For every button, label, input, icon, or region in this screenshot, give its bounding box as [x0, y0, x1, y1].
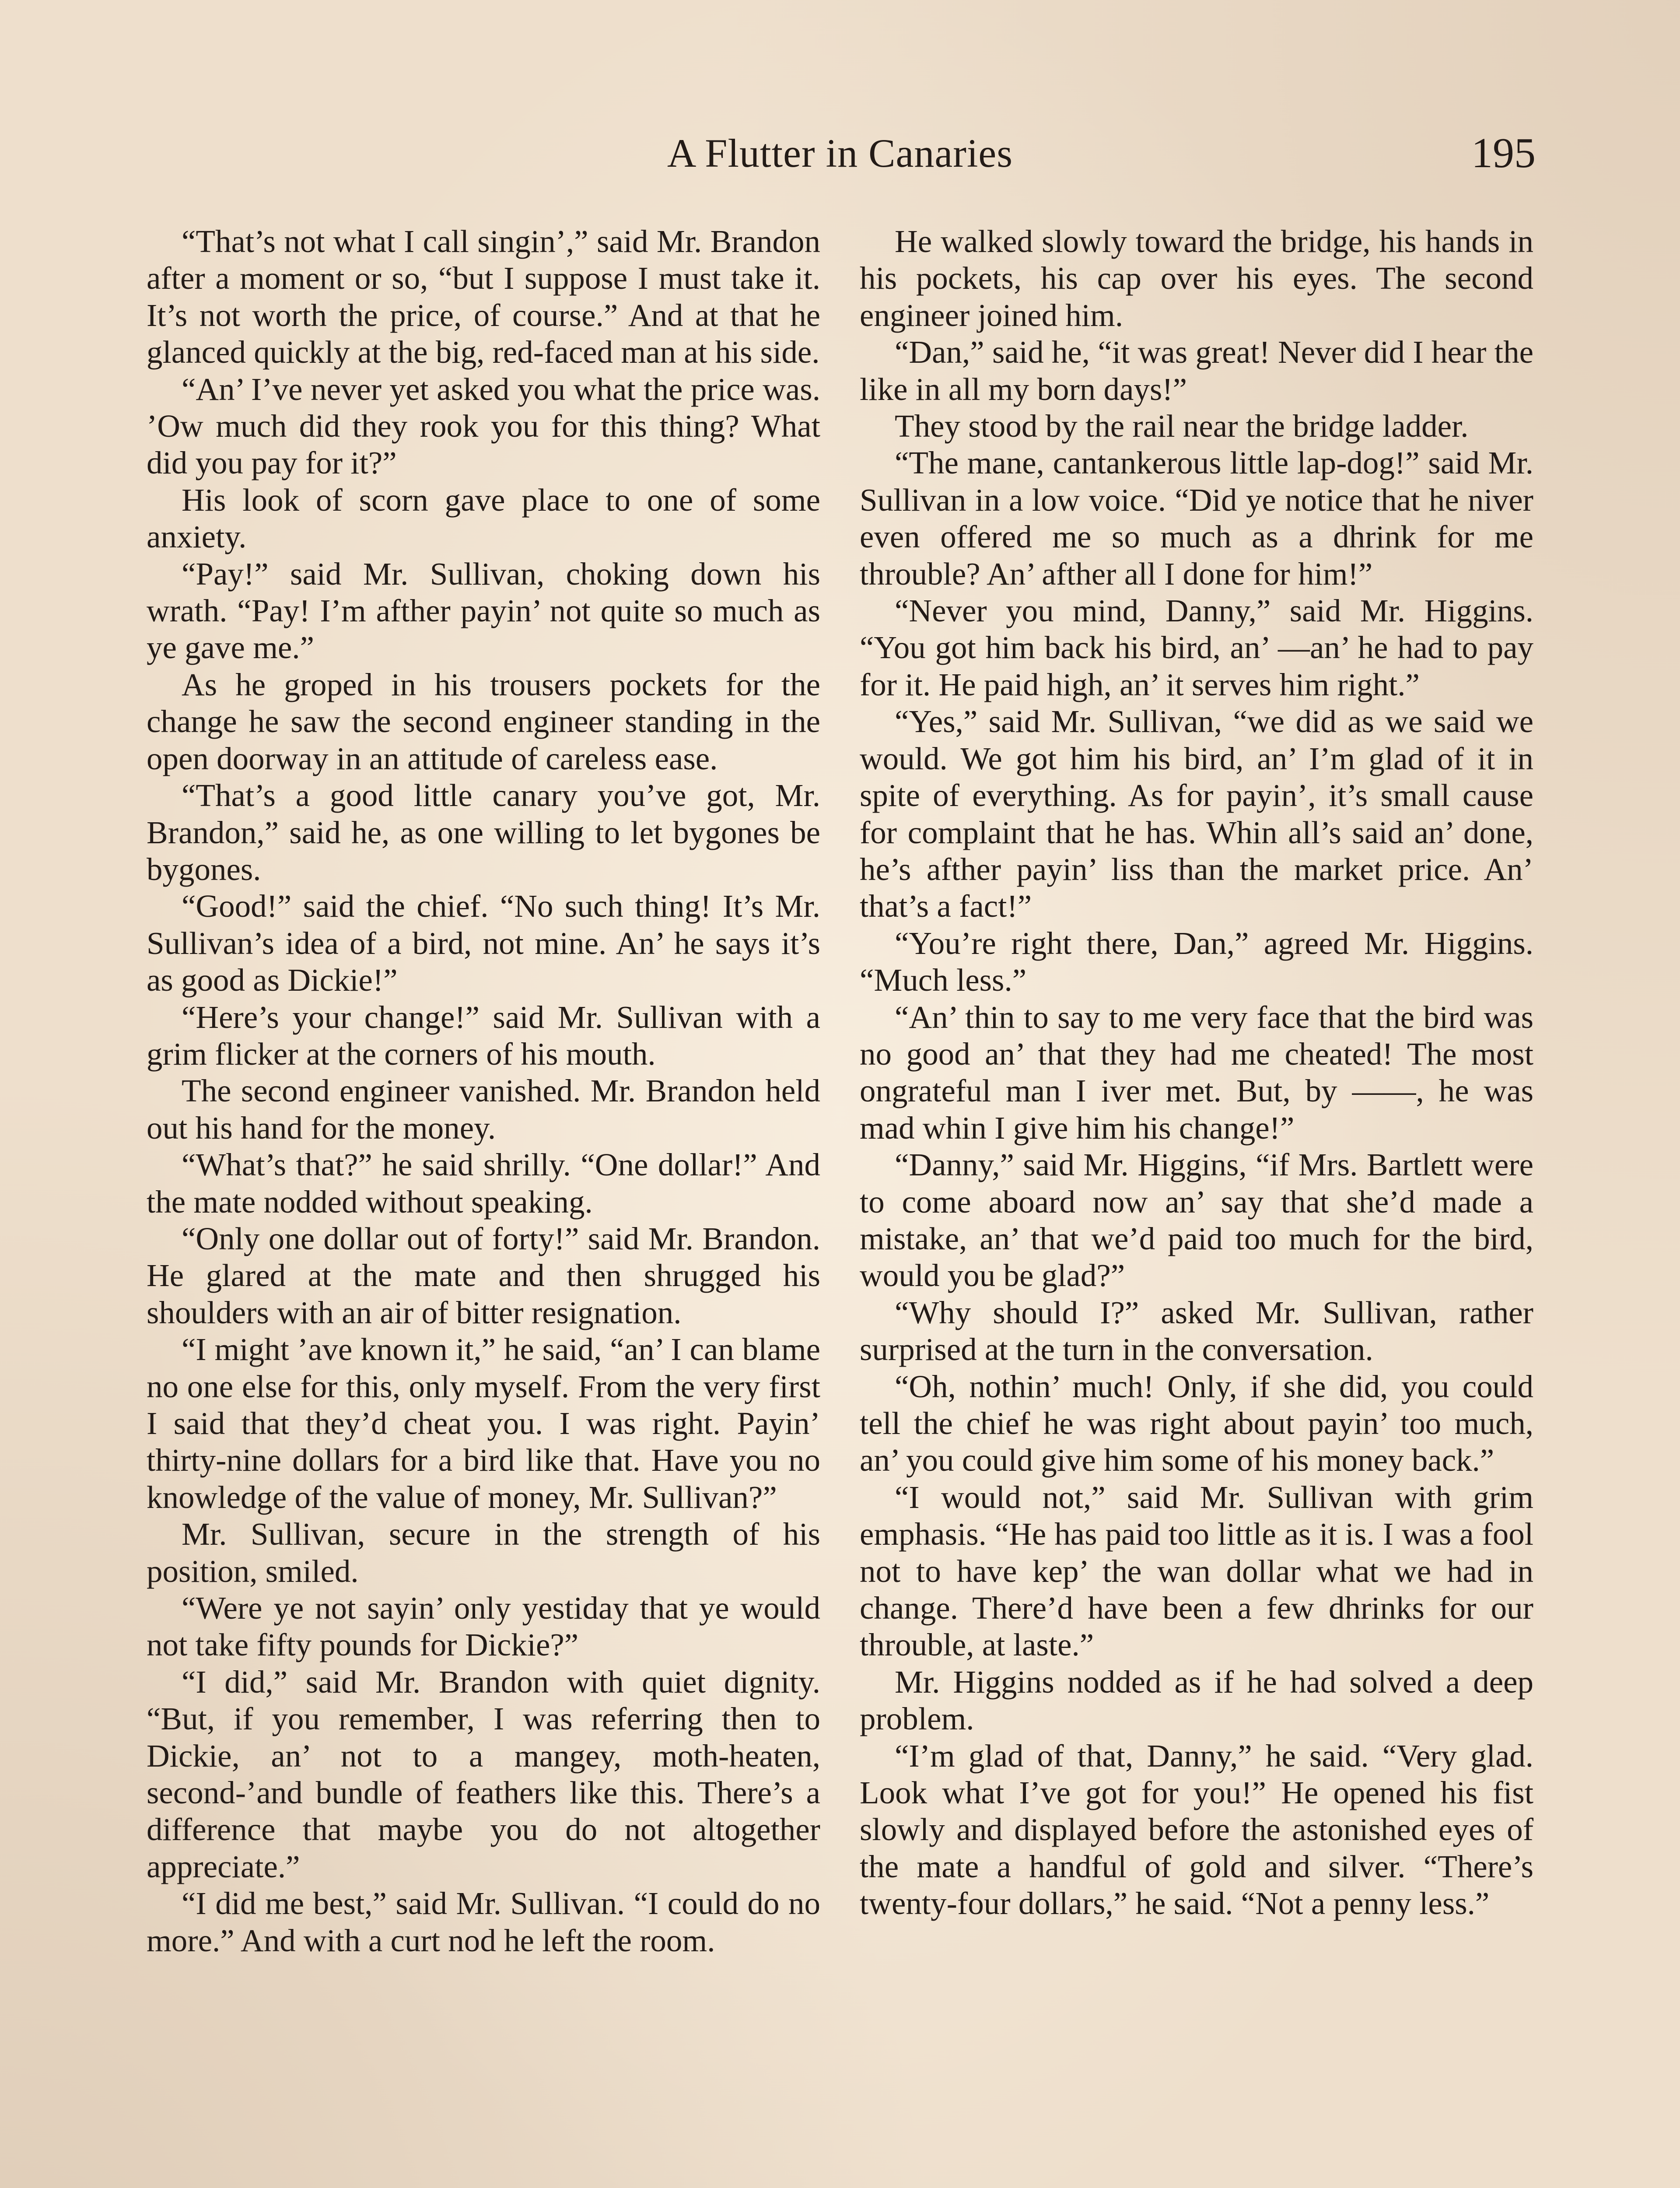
paragraph: “That’s a good little canary you’ve got, Mr. Brandon,” said he, as one willing to let bygones be bygones. — [147, 778, 820, 887]
paragraph: “Pay!” said Mr. Sullivan, choking down his wrath. “Pay! I’m afther payin’ not quite so much as ye gave me.” — [147, 556, 820, 666]
right-column — [860, 223, 1533, 1922]
paragraph: His look of scorn gave place to one of some anxiety. — [147, 482, 820, 555]
paragraph: “Danny,” said Mr. Higgins, “if Mrs. Bartlett were to come aboard now an’ say that she’d made a mistake, an’ that we’d paid too much for the bird, would you be glad?” — [860, 1147, 1533, 1294]
paragraph: “Here’s your change!” said Mr. Sullivan with a grim flicker at the corners of his mouth. — [147, 999, 820, 1072]
paragraph: “Oh, nothin’ much! Only, if she did, you could tell the chief he was right about payin’ too much, an’ you could give him some of his money back.” — [860, 1368, 1533, 1478]
paragraph: “An’ thin to say to me very face that the bird was no good an’ that they had me cheated! The most ongrateful man I iver met. But, by ——, he was mad whin I give him his change!” — [860, 999, 1533, 1146]
paragraph: “Why should I?” asked Mr. Sullivan, rather surprised at the turn in the conversation. — [860, 1294, 1533, 1368]
paragraph: “Good!” said the chief. “No such thing! It’s Mr. Sullivan’s idea of a bird, not mine. An’ he says it’s as good as Dickie!” — [147, 888, 820, 998]
page-number: 195 — [1471, 130, 1536, 177]
left-column — [147, 223, 820, 1959]
paragraph: “An’ I’ve never yet asked you what the price was. ’Ow much did they rook you for this thing? What did you pay for it?” — [147, 371, 820, 481]
paragraph: The second engineer vanished. Mr. Brandon held out his hand for the money. — [147, 1073, 820, 1146]
paragraph: “You’re right there, Dan,” agreed Mr. Higgins. “Much less.” — [860, 925, 1533, 998]
paragraph: As he groped in his trousers pockets for the change he saw the second engineer standing in the open doorway in an attitude of careless ease. — [147, 666, 820, 776]
paragraph: “That’s not what I call singin’,” said Mr. Brandon after a moment or so, “but I suppose I must take it. It’s not worth the price, of course.” And at that he glanced quickly at the big, red-faced man at his side. — [147, 224, 820, 370]
paragraph: They stood by the rail near the bridge ladder. — [895, 408, 1469, 444]
paragraph: “I did,” said Mr. Brandon with quiet dignity. “But, if you remember, I was referring then to Dickie, an’ not to a mangey, moth-heaten, second-’and bundle of feathers like this. There’s a difference that maybe you do not altogether appreciate.” — [147, 1664, 820, 1884]
paragraph: “Yes,” said Mr. Sullivan, “we did as we said we would. We got him his bird, an’ I’m glad of it in spite of everything. As for payin’, it’s small cause for complaint that he has. Whin all’s said an’ done, he’s afther payin’ liss than the market price. An’ that’s a fact!” — [860, 704, 1533, 924]
paragraph: “I did me best,” said Mr. Sullivan. “I could do no more.” And with a curt nod he left the room. — [147, 1886, 820, 1958]
paragraph: He walked slowly toward the bridge, his hands in his pockets, his cap over his eyes. The second engineer joined him. — [860, 224, 1533, 333]
running-title: A Flutter in Canaries — [667, 131, 1013, 175]
paragraph: “The mane, cantankerous little lap-dog!” said Mr. Sullivan in a low voice. “Did ye notice that he niver even offered me so much as a dhrink for me throuble? An’ afther all I done for him!” — [860, 445, 1533, 592]
paragraph: “I’m glad of that, Danny,” he said. “Very glad. Look what I’ve got for you!” He opened his fist slowly and displayed before the astonished eyes of the mate a handful of gold and silver. “There’s twenty-four dollars,” he said. “Not a penny less.” — [860, 1738, 1533, 1922]
paragraph: Mr. Higgins nodded as if he had solved a deep problem. — [860, 1664, 1533, 1737]
paragraph: “Never you mind, Danny,” said Mr. Higgins. “You got him back his bird, an’ —an’ he had to pay for it. He paid high, an’ it serves him right.” — [860, 593, 1533, 702]
paragraph: “I would not,” said Mr. Sullivan with grim emphasis. “He has paid too little as it is. I was a fool not to have kep’ the wan dollar what we had in change. There’d have been a few dhrinks for our throuble, at laste.” — [860, 1479, 1533, 1663]
paragraph: “Were ye not sayin’ only yestiday that ye would not take fifty pounds for Dickie?” — [147, 1590, 820, 1663]
paragraph: “Only one dollar out of forty!” said Mr. Brandon. He glared at the mate and then shrugged his shoulders with an air of bitter resignation. — [147, 1220, 820, 1330]
paragraph: “I might ’ave known it,” he said, “an’ I can blame no one else for this, only myself. From the very first I said that they’d cheat you. I was right. Payin’ thirty-nine dollars for a bird like that. Have you no knowledge of the value of money, Mr. Sullivan?” — [147, 1332, 820, 1515]
paragraph: “Dan,” said he, “it was great! Never did I hear the like in all my born days!” — [860, 334, 1533, 407]
paragraph: Mr. Sullivan, secure in the strength of his position, smiled. — [147, 1516, 820, 1589]
running-head — [144, 127, 1536, 184]
paragraph: “What’s that?” he said shrilly. “One dollar!” And the mate nodded without speaking. — [147, 1147, 820, 1220]
